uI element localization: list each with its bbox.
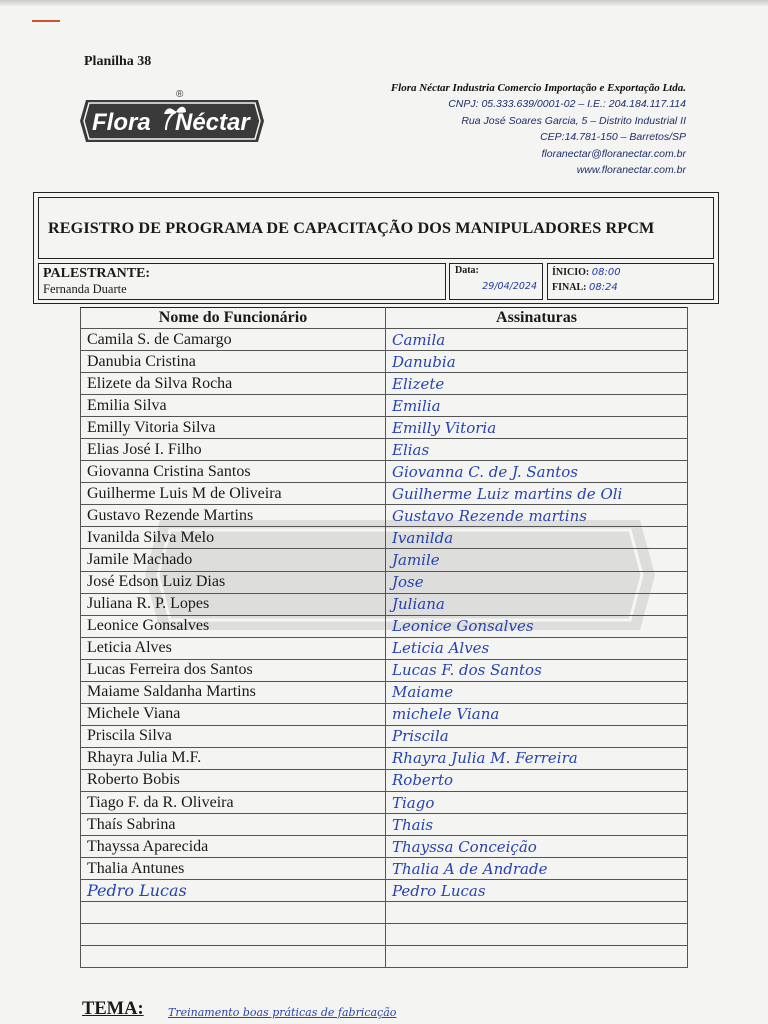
table-row: [81, 858, 688, 880]
employee-signature: Guilherme Luiz martins de Oli: [386, 483, 688, 505]
employee-name: [81, 902, 386, 924]
employee-signature: michele Viana: [386, 703, 688, 725]
table-row: [81, 637, 688, 659]
employee-signature: Emilly Vitoria: [386, 417, 688, 439]
tema-value: Treinamento boas práticas de fabricação: [168, 1006, 397, 1019]
table-row: [81, 880, 688, 902]
table-row: [81, 836, 688, 858]
header-assinaturas: Assinaturas: [386, 308, 688, 329]
employee-signature: Danubia: [386, 351, 688, 373]
employee-name: [81, 924, 386, 946]
employee-name: Lucas Ferreira dos Santos: [81, 659, 386, 681]
header-nome: Nome do Funcionário: [81, 308, 386, 329]
table-row: [81, 924, 688, 946]
employee-name: [81, 946, 386, 968]
employee-name: Priscila Silva: [81, 725, 386, 747]
final-value: 08:24: [588, 282, 618, 293]
employee-signature: [386, 924, 688, 946]
time-field: [547, 263, 714, 300]
page-top-edge: [0, 0, 768, 6]
employee-name: Juliana R. P. Lopes: [81, 593, 386, 615]
employee-signature: Priscila: [386, 725, 688, 747]
data-label: Data:: [455, 265, 479, 276]
employee-signature: Thayssa Conceição: [386, 836, 688, 858]
table-row: [81, 814, 688, 836]
company-info: [391, 80, 686, 178]
employee-name: Roberto Bobis: [81, 769, 386, 791]
employee-signature: Jose: [386, 571, 688, 593]
employee-name: Thaís Sabrina: [81, 814, 386, 836]
employee-signature: Thais: [386, 814, 688, 836]
employee-name: Emilia Silva: [81, 395, 386, 417]
data-value: 29/04/2024: [482, 281, 537, 292]
employee-name: Leticia Alves: [81, 637, 386, 659]
table-row: [81, 681, 688, 703]
employee-name: Thayssa Aparecida: [81, 836, 386, 858]
inicio-label: ÍNICIO:: [552, 267, 590, 278]
table-row: [81, 461, 688, 483]
employee-signature: Ivanilda: [386, 527, 688, 549]
employee-name: Michele Viana: [81, 703, 386, 725]
employee-signature: Rhayra Julia M. Ferreira: [386, 747, 688, 769]
employee-name: Emilly Vitoria Silva: [81, 417, 386, 439]
employee-name: Camila S. de Camargo: [81, 329, 386, 351]
table-row: [81, 373, 688, 395]
logo-brand-left: Flora: [92, 109, 151, 136]
employee-signature: [386, 946, 688, 968]
employee-name: Jamile Machado: [81, 549, 386, 571]
employee-signature: Gustavo Rezende martins: [386, 505, 688, 527]
table-row: [81, 395, 688, 417]
employee-signature: Leonice Gonsalves: [386, 615, 688, 637]
employee-name: Maiame Saldanha Martins: [81, 681, 386, 703]
employee-name: Thalia Antunes: [81, 858, 386, 880]
company-cnpj: CNPJ: 05.333.639/0001-02 – I.E.: 204.184.117.114: [448, 98, 686, 111]
table-row: [81, 549, 688, 571]
company-cep: CEP:14.781-150 – Barretos/SP: [540, 131, 686, 144]
table-row: [81, 769, 688, 791]
table-row: [81, 351, 688, 373]
employee-name: Ivanilda Silva Melo: [81, 527, 386, 549]
table-row: [81, 659, 688, 681]
table-row: [81, 571, 688, 593]
red-mark: [32, 20, 60, 22]
employee-signature: Elizete: [386, 373, 688, 395]
employee-name: Gustavo Rezende Martins: [81, 505, 386, 527]
table-row: [81, 902, 688, 924]
employee-signature: Elias: [386, 439, 688, 461]
final-label: FINAL:: [552, 282, 587, 293]
employee-name: Rhayra Julia M.F.: [81, 747, 386, 769]
table-row: [81, 593, 688, 615]
employee-signature: Juliana: [386, 593, 688, 615]
employee-name: Elias José I. Filho: [81, 439, 386, 461]
registered-mark: ®: [176, 89, 184, 100]
table-row: [81, 747, 688, 769]
employee-name: José Edson Luiz Dias: [81, 571, 386, 593]
employee-signature: Camila: [386, 329, 688, 351]
sheet-label: Planilha 38: [84, 54, 152, 69]
table-row: [81, 417, 688, 439]
table-row: [81, 703, 688, 725]
tema-label-text: TEMA:: [82, 999, 144, 1019]
logo-brand-right: Néctar: [175, 109, 250, 136]
table-row: [81, 439, 688, 461]
inicio-value: 08:00: [591, 267, 621, 278]
table-row: [81, 527, 688, 549]
employee-signature: [386, 902, 688, 924]
employee-name: Tiago F. da R. Oliveira: [81, 791, 386, 813]
employee-signature: Roberto: [386, 769, 688, 791]
form-title: REGISTRO DE PROGRAMA DE CAPACITAÇÃO DOS MANIPULADORES RPCM: [38, 197, 714, 259]
employee-signature: Lucas F. dos Santos: [386, 659, 688, 681]
employee-signature: Jamile: [386, 549, 688, 571]
employee-name: Giovanna Cristina Santos: [81, 461, 386, 483]
table-row: [81, 483, 688, 505]
employee-table: [80, 307, 688, 968]
employee-name: Danubia Cristina: [81, 351, 386, 373]
table-row: [81, 791, 688, 813]
employee-name: Leonice Gonsalves: [81, 615, 386, 637]
palestrante-value: Fernanda Duarte: [43, 282, 127, 296]
table-header-row: [81, 308, 688, 329]
employee-signature: Pedro Lucas: [386, 880, 688, 902]
table-row: [81, 615, 688, 637]
company-website: www.floranectar.com.br: [576, 164, 686, 177]
company-address: Rua José Soares Garcia, 5 – Distrito Industrial II: [461, 114, 686, 127]
data-field: [449, 263, 543, 300]
tema-label: [82, 999, 144, 1020]
employee-signature: Maiame: [386, 681, 688, 703]
flora-nectar-logo: [80, 86, 264, 156]
palestrante-label: PALESTRANTE:: [43, 266, 151, 281]
employee-signature: Tiago: [386, 791, 688, 813]
employee-name: Guilherme Luis M de Oliveira: [81, 483, 386, 505]
table-row: [81, 946, 688, 968]
company-name: Flora Néctar Industria Comercio Importação e Exportação Ltda.: [390, 82, 686, 94]
employee-signature: Emilia: [386, 395, 688, 417]
table-row: [81, 725, 688, 747]
employee-signature: Thalia A de Andrade: [386, 858, 688, 880]
company-email: floranectar@floranectar.com.br: [541, 147, 686, 160]
employee-signature: Leticia Alves: [386, 637, 688, 659]
employee-name: Elizete da Silva Rocha: [81, 373, 386, 395]
employee-signature: Giovanna C. de J. Santos: [386, 461, 688, 483]
palestrante-field: [38, 263, 446, 300]
table-row: [81, 329, 688, 351]
table-row: [81, 505, 688, 527]
employee-name: Pedro Lucas: [81, 880, 386, 902]
